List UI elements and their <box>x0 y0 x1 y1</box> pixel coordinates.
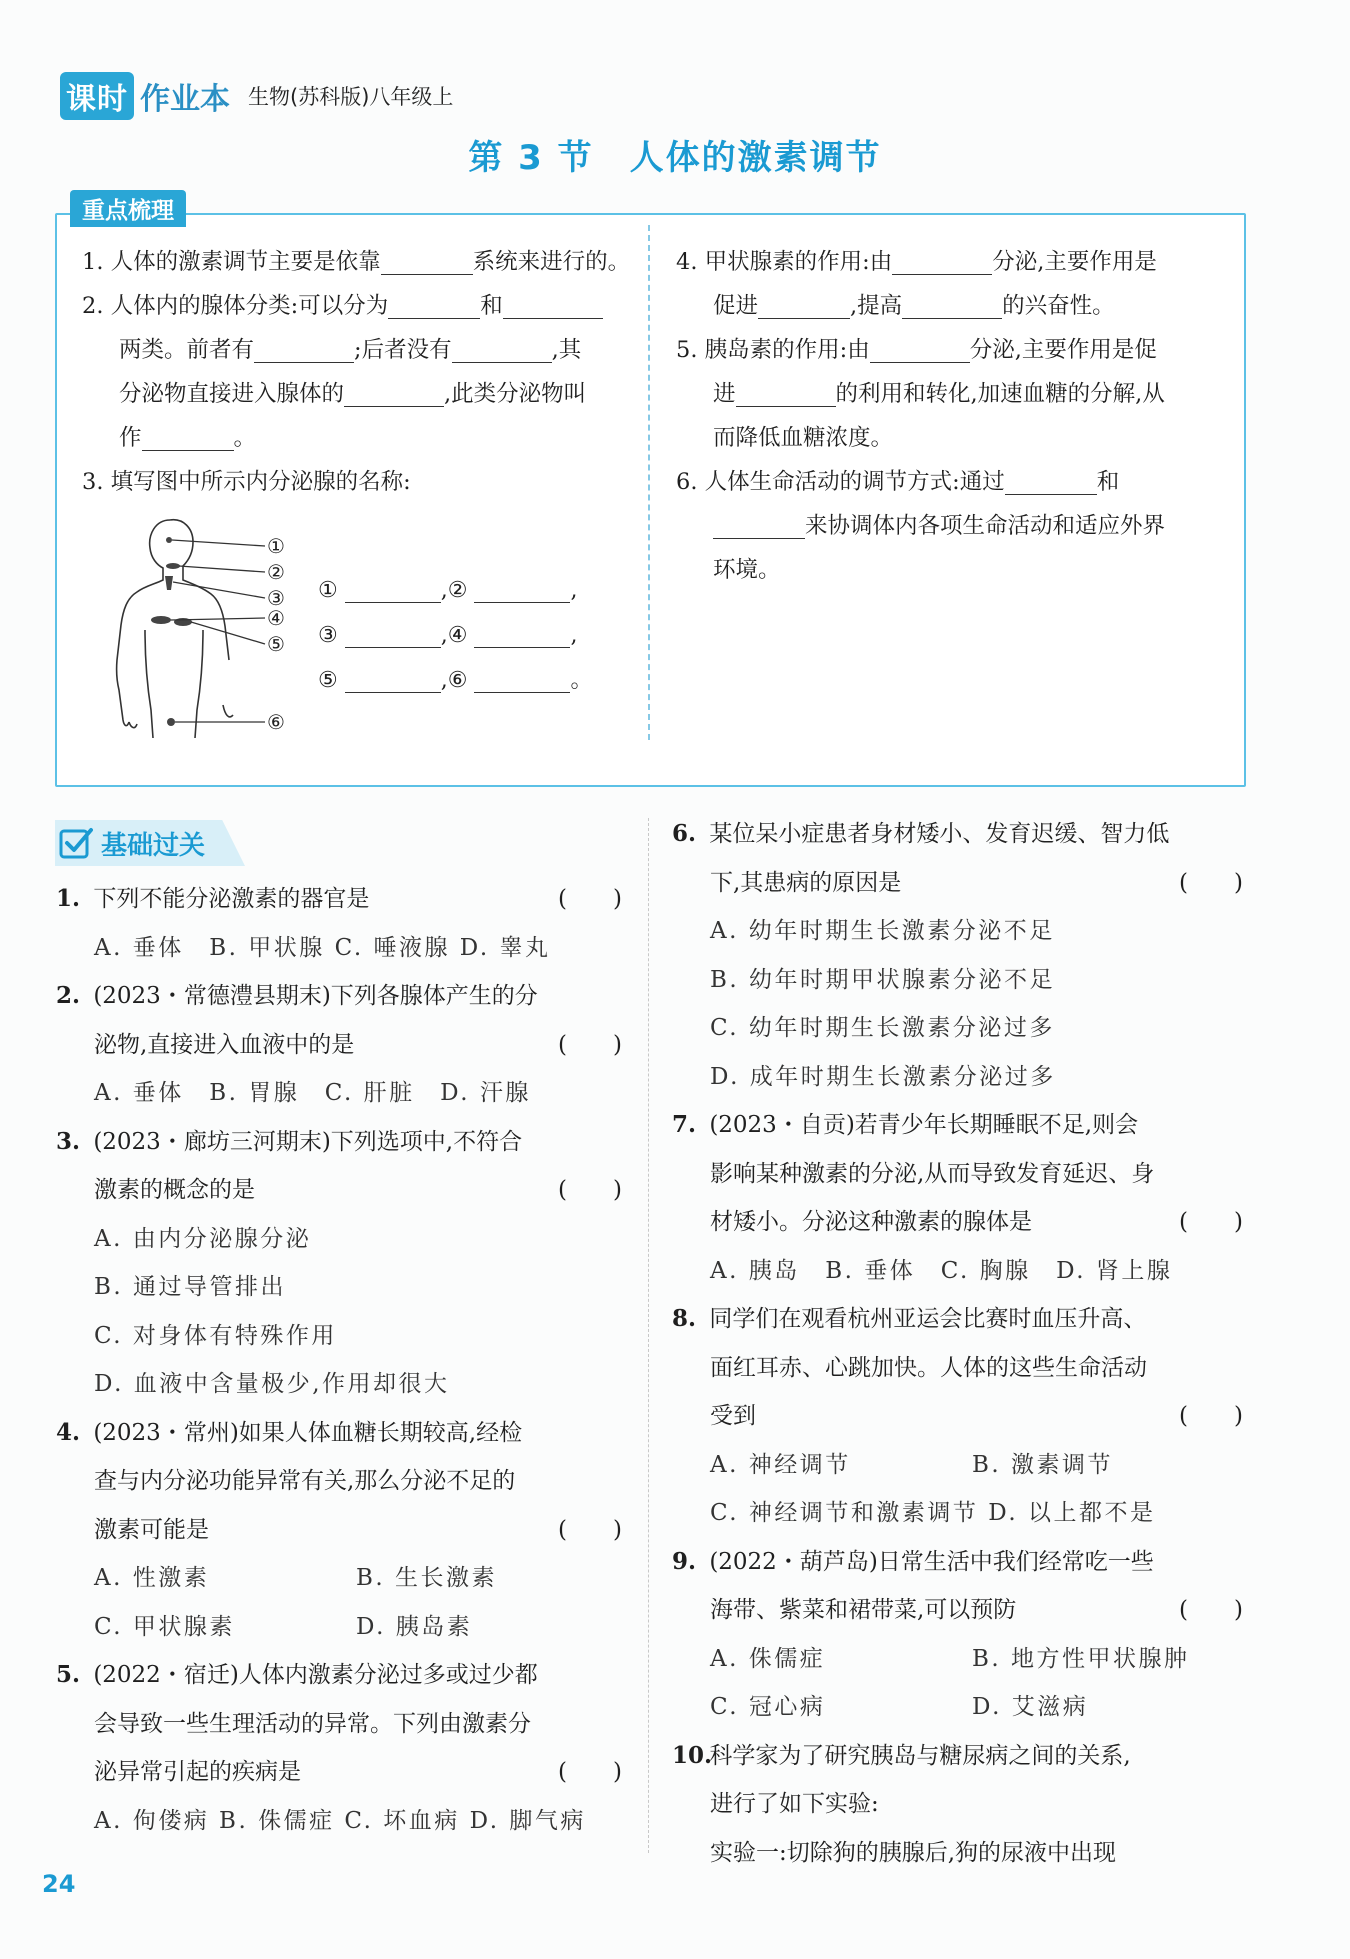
question-9-cont: 海带、紫菜和裙带菜,可以预防 ( ) <box>672 1586 1247 1635</box>
kp-q2-line4: 作 。 <box>82 416 632 460</box>
answer-row-2: ③ ,④ , <box>318 613 618 658</box>
left-question-column <box>56 875 626 1845</box>
blank[interactable] <box>902 290 1002 319</box>
answer-bracket[interactable]: ( ) <box>1179 1403 1243 1429</box>
diagram-label-2: ② <box>267 560 285 584</box>
question-1-options: A. 垂体 B. 甲状腺 C. 唾液腺 D. 睾丸 <box>94 934 551 961</box>
question-10-cont: 进行了如下实验: <box>710 1791 879 1817</box>
blank[interactable] <box>1005 466 1097 495</box>
question-5: 5. (2022・宿迁)人体内激素分泌过多或过少都 <box>56 1661 538 1688</box>
kp-q5-line3: 而降低血糖浓度。 <box>713 425 894 451</box>
checkbox-icon <box>59 826 93 860</box>
question-5-cont2: 泌异常引起的疾病是 ( ) <box>56 1748 626 1797</box>
thymus-gland <box>165 576 173 590</box>
question-6: 6. 某位呆小症患者身材矮小、发育迟缓、智力低 <box>672 820 1170 847</box>
answer-row-3: ⑤ ,⑥ 。 <box>318 658 618 703</box>
answer-bracket[interactable]: ( ) <box>558 1031 622 1058</box>
question-2: 2. (2023・常德澧县期末)下列各腺体产生的分 <box>56 982 538 1009</box>
question-10-cont2: 实验一:切除狗的胰腺后,狗的尿液中出现 <box>710 1839 1117 1866</box>
option-c: C. 对身体有特殊作用 <box>94 1322 337 1349</box>
question-4-cont2: 激素可能是 ( ) <box>56 1506 626 1555</box>
section-title: 第 3 节 人体的激素调节 <box>468 138 882 178</box>
answer-bracket[interactable]: ( ) <box>558 886 622 912</box>
question-7-options: A. 胰岛 B. 垂体 C. 胸腺 D. 肾上腺 <box>710 1257 1173 1284</box>
blank[interactable] <box>388 290 480 319</box>
question-4-options-cd: C. 甲状腺素 D. 胰岛素 <box>94 1613 473 1640</box>
question-4-cont: 查与内分泌功能异常有关,那么分泌不足的 <box>94 1468 516 1494</box>
kp-q2-line2: 两类。前者有 ;后者没有 ,其 <box>82 328 632 372</box>
option-a: A. 由内分泌腺分泌 <box>94 1225 312 1252</box>
question-5-options: A. 佝偻病 B. 侏儒症 C. 坏血病 D. 脚气病 <box>94 1807 586 1834</box>
question-8: 8. 同学们在观看杭州亚运会比赛时血压升高、 <box>672 1305 1147 1332</box>
blank[interactable] <box>381 246 473 275</box>
blank[interactable] <box>870 334 970 363</box>
option-d: D. 成年时期生长激素分泌过多 <box>710 1063 1056 1090</box>
question-3: 3. (2023・廊坊三河期末)下列选项中,不符合 <box>56 1127 523 1155</box>
gland-answer-blanks <box>318 568 618 703</box>
answer-bracket[interactable]: ( ) <box>558 1516 622 1543</box>
question-1: 1. 下列不能分泌激素的器官是 ( ) <box>56 875 626 924</box>
answer-row-1: ① ,② , <box>318 568 618 613</box>
option-b: B. 幼年时期甲状腺素分泌不足 <box>710 966 1056 993</box>
key-points-divider <box>648 225 650 740</box>
blank[interactable] <box>892 246 992 275</box>
question-8-cont: 面红耳赤、心跳加快。人体的这些生命活动 <box>710 1354 1147 1381</box>
endocrine-gland-diagram <box>115 510 305 740</box>
brand-header <box>60 72 453 120</box>
blank[interactable] <box>474 574 570 603</box>
brand-logo-badge: 课时 <box>60 72 134 120</box>
option-b: B. 通过导管排出 <box>94 1274 287 1300</box>
question-9-options-cd: C. 冠心病 D. 艾滋病 <box>710 1694 1089 1720</box>
blank[interactable] <box>474 619 570 648</box>
blank[interactable] <box>503 290 603 319</box>
blank[interactable] <box>254 334 354 363</box>
question-3-cont: 激素的概念的是 ( ) <box>56 1166 626 1215</box>
blank[interactable] <box>452 334 552 363</box>
subject-label: 生物(苏科版)八年级上 <box>248 85 454 109</box>
diagram-label-3: ③ <box>267 586 285 610</box>
question-9: 9. (2022・葫芦岛)日常生活中我们经常吃一些 <box>672 1547 1154 1575</box>
option-c: C. 幼年时期生长激素分泌过多 <box>710 1015 1055 1041</box>
answer-bracket[interactable]: ( ) <box>1179 1597 1243 1623</box>
key-points-tag: 重点梳理 <box>70 190 186 227</box>
brand-logo-text: 作业本 <box>140 82 230 117</box>
blank[interactable] <box>758 290 850 319</box>
question-7-cont: 影响某种激素的分泌,从而导致发育延迟、身 <box>710 1160 1155 1187</box>
question-8-options-cd: C. 神经调节和激素调节 D. 以上都不是 <box>710 1500 1156 1526</box>
kp-q2-line3: 分泌物直接进入腺体的 ,此类分泌物叫 <box>82 372 632 416</box>
question-10: 10. 科学家为了研究胰岛与糖尿病之间的关系, <box>672 1741 1131 1769</box>
right-question-column <box>672 810 1247 1877</box>
answer-bracket[interactable]: ( ) <box>558 1759 622 1785</box>
key-points-right-column <box>676 240 1231 592</box>
blank[interactable] <box>474 664 570 693</box>
diagram-label-4: ④ <box>267 606 285 630</box>
gonad-gland <box>167 718 175 726</box>
answer-bracket[interactable]: ( ) <box>558 1177 622 1203</box>
question-9-options-ab: A. 侏儒症 B. 地方性甲状腺肿 <box>710 1645 1190 1672</box>
answer-bracket[interactable]: ( ) <box>1179 1209 1243 1235</box>
answer-bracket[interactable]: ( ) <box>1179 869 1243 896</box>
diagram-label-6: ⑥ <box>267 710 285 734</box>
blank[interactable] <box>344 378 444 407</box>
kp-q5: 5. 胰岛素的作用:由 分泌,主要作用是促 <box>676 328 1231 372</box>
kp-q2: 2. 人体内的腺体分类:可以分为 和 <box>82 284 632 328</box>
page-number: 24 <box>42 1870 76 1898</box>
blank[interactable] <box>142 422 234 451</box>
kp-q6-line3: 环境。 <box>713 557 781 583</box>
blank[interactable] <box>345 619 441 648</box>
basic-section-title: 基础过关 <box>101 830 206 861</box>
kp-q4: 4. 甲状腺素的作用:由 分泌,主要作用是 <box>676 240 1231 284</box>
question-8-cont2: 受到 ( ) <box>672 1392 1247 1441</box>
basic-section-tag <box>55 820 205 866</box>
diagram-label-5: ⑤ <box>267 632 285 656</box>
diagram-label-1: ① <box>267 534 285 558</box>
pituitary-gland <box>166 537 172 543</box>
kp-q6: 6. 人体生命活动的调节方式:通过 和 <box>676 460 1231 504</box>
question-2-options: A. 垂体 B. 胃腺 C. 肝脏 D. 汗腺 <box>94 1080 531 1106</box>
kp-q5-line2: 进 的利用和转化,加速血糖的分解,从 <box>676 372 1231 416</box>
thyroid-gland <box>166 563 180 569</box>
question-7-cont2: 材矮小。分泌这种激素的腺体是 ( ) <box>672 1198 1247 1247</box>
question-4-options-ab: A. 性激素 B. 生长激素 <box>94 1565 498 1591</box>
option-d: D. 血液中含量极少,作用却很大 <box>94 1371 450 1397</box>
kp-q4-line2: 促进 ,提高 的兴奋性。 <box>676 284 1231 328</box>
kp-q3: 3. 填写图中所示内分泌腺的名称: <box>82 469 411 495</box>
column-divider <box>648 818 649 1853</box>
key-points-left-column <box>82 240 632 504</box>
option-a: A. 幼年时期生长激素分泌不足 <box>710 918 1055 944</box>
adrenal-gland <box>151 616 171 624</box>
blank[interactable] <box>713 510 805 539</box>
question-7: 7. (2023・自贡)若青少年长期睡眠不足,则会 <box>672 1111 1139 1138</box>
question-5-cont: 会导致一些生理活动的异常。下列由激素分 <box>94 1710 531 1737</box>
kp-q6-line2: 来协调体内各项生命活动和适应外界 <box>676 504 1231 548</box>
question-2-cont: 泌物,直接进入血液中的是 ( ) <box>56 1021 626 1070</box>
kp-q1: 1. 人体的激素调节主要是依靠 系统来进行的。 <box>82 240 632 284</box>
blank[interactable] <box>736 378 836 407</box>
blank[interactable] <box>345 574 441 603</box>
question-6-cont: 下,其患病的原因是 ( ) <box>672 859 1247 908</box>
question-4: 4. (2023・常州)如果人体血糖长期较高,经检 <box>56 1418 523 1446</box>
question-8-options-ab: A. 神经调节 B. 激素调节 <box>710 1451 1114 1478</box>
brand-logo <box>60 72 230 120</box>
blank[interactable] <box>345 664 441 693</box>
